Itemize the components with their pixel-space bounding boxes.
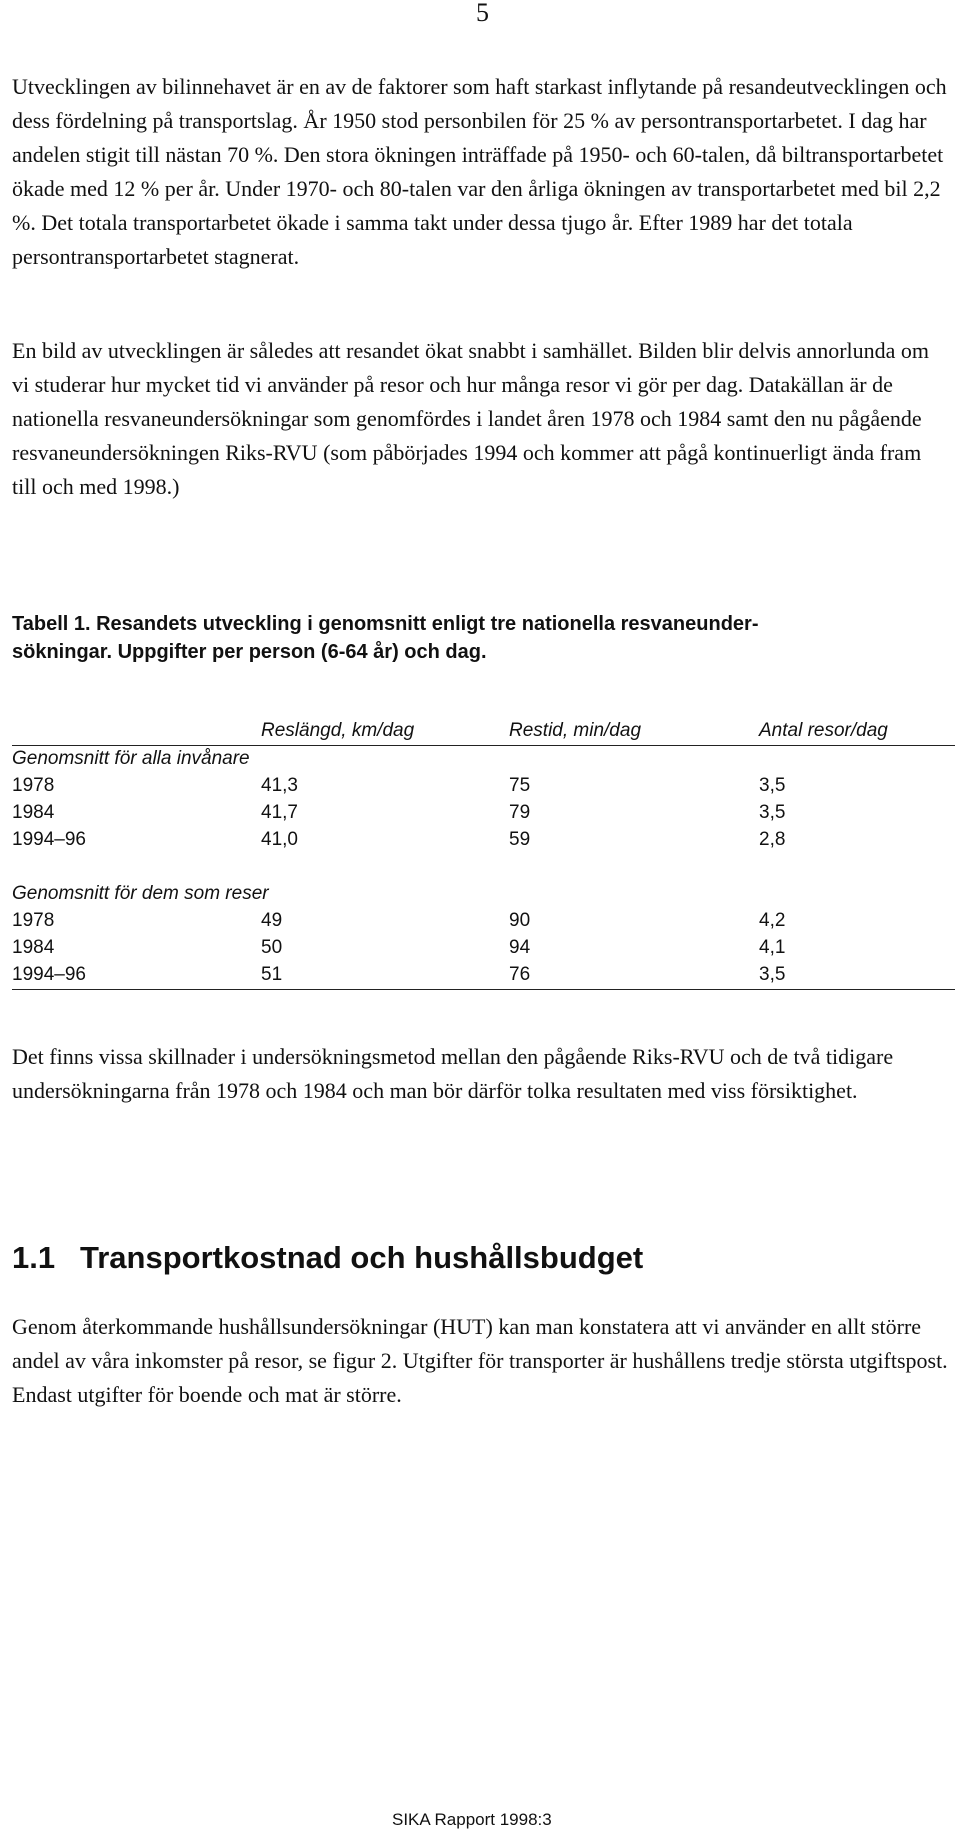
cell-km: 49 — [261, 910, 283, 931]
table-header-row — [12, 718, 955, 746]
cell-min: 75 — [509, 775, 531, 796]
cell-year: 1984 — [12, 802, 55, 823]
cell-trips: 3,5 — [759, 775, 786, 796]
cell-trips: 3,5 — [759, 802, 786, 823]
footer-report-id: SIKA Rapport 1998:3 — [392, 1810, 552, 1829]
cell-trips: 4,1 — [759, 937, 786, 958]
cell-km: 51 — [261, 964, 283, 985]
cell-min: 79 — [509, 802, 531, 823]
cell-year: 1978 — [12, 910, 55, 931]
section-label-row — [12, 881, 955, 908]
cell-trips: 3,5 — [759, 964, 786, 985]
paragraph-hushallsbudget: Genom återkommande hushållsundersökningar (HUT) kan man konstatera att vi använder en allt större andel av våra inkomster på resor, se figur 2. Utgifter för transporter är hushållens tredje största utgiftspost. Endast utgifter för boende och mat är större. — [12, 1314, 948, 1407]
cell-min: 76 — [509, 964, 531, 985]
table-spacer — [12, 854, 955, 881]
section-label-row — [12, 746, 955, 773]
table-row — [12, 800, 955, 827]
cell-km: 50 — [261, 937, 283, 958]
paragraph-metodskillnader: Det finns vissa skillnader i undersökningsmetod mellan den pågående Riks-RVU och de två tidigare undersökningarna från 1978 och 1984 och man bör därför tolka resultaten med viss försiktighet. — [12, 1044, 894, 1103]
table-row — [12, 962, 955, 989]
section-label-alla: Genomsnitt för alla invånare — [12, 748, 250, 769]
cell-min: 90 — [509, 910, 531, 931]
page-number: 5 — [476, 0, 489, 27]
cell-year: 1994–96 — [12, 829, 86, 850]
cell-km: 41,7 — [261, 802, 298, 823]
section-number: 1.1 — [12, 1240, 56, 1275]
table-row — [12, 935, 955, 962]
table-row — [12, 827, 955, 854]
section-title: Transportkostnad och hushållsbudget — [80, 1240, 644, 1275]
cell-year: 1984 — [12, 937, 55, 958]
header-antal-resor: Antal resor/dag — [759, 720, 888, 741]
section-label-resande: Genomsnitt för dem som reser — [12, 883, 269, 904]
travel-table — [12, 718, 955, 990]
paragraph-bilinnehav: Utvecklingen av bilinnehavet är en av de faktorer som haft starkast inflytande på resandeutvecklingen och dess fördelning på transportslag. År 1950 stod personbilen för 25 % av persontransportarbetet. I dag har andelen stigit till nästan 70 %. Den stora ökningen inträffade på 1950- och 60-talen, då biltransportarbetet ökade med 12 % per år. Under 1970- och 80-talen var den årliga ökningen av transportarbetet med bil 2,2 %. Det totala transportarbetet ökade i samma takt under dessa tjugo år. Efter 1989 har det totala persontransportarbetet stagnerat. — [12, 74, 947, 269]
cell-trips: 2,8 — [759, 829, 786, 850]
table-caption-line-1: Tabell 1. Resandets utveckling i genomsnitt enligt tre nationella resvaneunder- — [12, 613, 759, 635]
cell-min: 94 — [509, 937, 531, 958]
cell-year: 1978 — [12, 775, 55, 796]
table-row — [12, 773, 955, 800]
cell-trips: 4,2 — [759, 910, 786, 931]
cell-year: 1994–96 — [12, 964, 86, 985]
cell-min: 59 — [509, 829, 531, 850]
header-restid: Restid, min/dag — [509, 720, 642, 741]
table-caption — [12, 610, 948, 666]
table-bottom-rule — [12, 989, 955, 990]
header-reslangd: Reslängd, km/dag — [261, 720, 415, 741]
table-row — [12, 908, 955, 935]
table-caption-line-2: sökningar. Uppgifter per person (6-64 år) och dag. — [12, 641, 487, 663]
cell-km: 41,3 — [261, 775, 298, 796]
cell-km: 41,0 — [261, 829, 298, 850]
paragraph-resvaneundersokningar: En bild av utvecklingen är således att resandet ökat snabbt i samhället. Bilden blir delvis annorlunda om vi studerar hur mycket tid vi använder på resor och hur många resor vi gör per dag. Datakällan är de nationella resvaneundersökningar som genomfördes i landet åren 1978 och 1984 samt den nu pågående resvaneundersökningen Riks-RVU (som påbörjades 1994 och kommer att pågå kontinuerligt ända fram till och med 1998.) — [12, 338, 930, 499]
section-heading — [12, 1238, 643, 1278]
